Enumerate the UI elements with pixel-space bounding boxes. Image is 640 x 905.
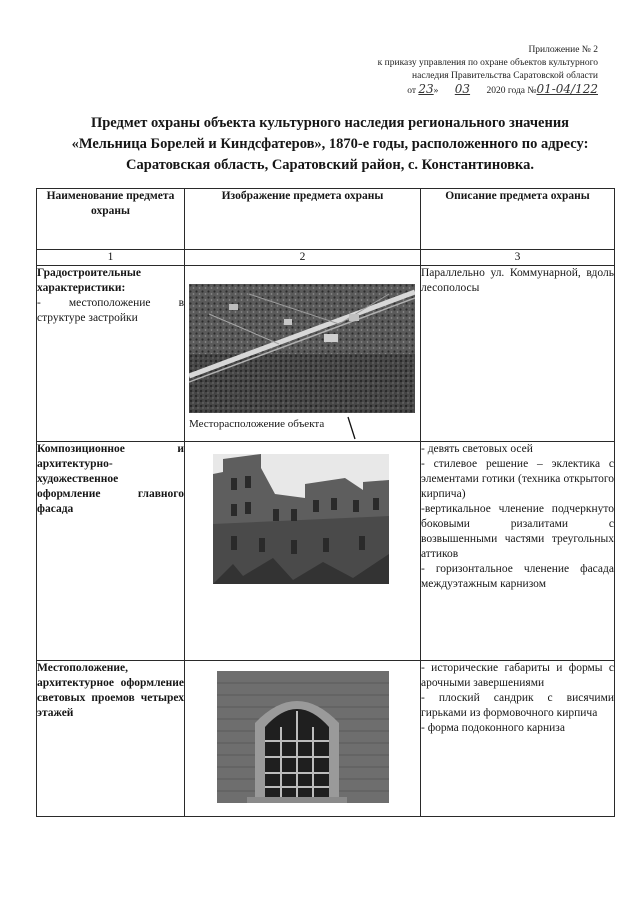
row-2-name — [37, 442, 185, 661]
row-2-image-cell — [185, 442, 421, 661]
table-row — [37, 266, 615, 442]
header-image: Изображение предмета охраны — [185, 189, 421, 250]
table-number-row — [37, 250, 615, 266]
date-month: 03 — [454, 82, 471, 96]
description-item: - горизонтальное членение фасада междуэтажным карнизом — [421, 563, 614, 590]
row-3-image-cell — [185, 661, 421, 817]
col-number-1: 1 — [37, 250, 185, 266]
protection-subject-table — [36, 188, 615, 817]
facade-photo-image — [213, 454, 389, 584]
date-prefix: от — [407, 86, 416, 96]
table-row — [37, 442, 615, 661]
row-1-description — [421, 266, 615, 442]
appendix-date-line: от 23» 03 2020 года №01-04/122 — [407, 82, 598, 96]
description-item: - форма подоконного карниза — [421, 722, 565, 734]
row-3-name — [37, 661, 185, 817]
header-name: Наименование предмета охраны — [37, 189, 185, 250]
row-1-name — [37, 266, 185, 442]
location-pointer-icon — [185, 266, 421, 442]
window-photo-image — [217, 671, 389, 803]
table-header-row — [37, 189, 615, 250]
description-item: - стилевое решение – эклектика с элементами готики (техника открытого кирпича) — [421, 458, 614, 500]
order-number: 01-04/122 — [536, 82, 598, 96]
header-description: Описание предмета охраны — [421, 189, 615, 250]
table-row — [37, 661, 615, 817]
description-item: - девять световых осей — [421, 443, 533, 455]
row-1-name-rest: - местоположение в структуре застройки — [37, 297, 184, 324]
description-item: - плоский сандрик с висячими гирьками из формовочного кирпича — [421, 692, 614, 719]
row-1-image-cell — [185, 266, 421, 442]
row-2-name-bold: Композиционное и архитектурно-художественное оформление главного фасада — [37, 443, 184, 515]
appendix-line-2: к приказу управления по охране объектов культурного — [377, 58, 598, 68]
description-item: - исторические габариты и формы с арочными завершениями — [421, 662, 614, 689]
date-day: 23 — [418, 82, 434, 96]
col-number-3: 3 — [421, 250, 615, 266]
appendix-header — [298, 44, 598, 98]
appendix-line-1: Приложение № 2 — [528, 45, 598, 55]
row-1-image-caption: Месторасположение объекта — [189, 418, 325, 430]
col-number-2: 2 — [185, 250, 421, 266]
row-3-description — [421, 661, 615, 817]
description-item: -вертикальное членение подчеркнуто боковыми ризалитами с возвышенными частями треугольных аттиков — [421, 503, 614, 560]
row-3-name-bold: Местоположение, архитектурное оформление световых проемов четырех этажей — [37, 662, 184, 719]
description-item: Параллельно ул. Коммунарной, вдоль лесополосы — [421, 267, 614, 294]
row-2-description — [421, 442, 615, 661]
document-title: Предмет охраны объекта культурного наследия регионального значения «Мельница Борелей и Киндсфатеров», 1870-е годы, расположенного по адресу: Саратовская область, Саратовский район, с. Константиновка. — [71, 115, 589, 173]
row-1-name-bold: Градостроительные характеристики: — [37, 267, 141, 294]
date-year: 2020 года № — [486, 86, 537, 96]
appendix-line-3: наследия Правительства Саратовской области — [412, 71, 598, 81]
